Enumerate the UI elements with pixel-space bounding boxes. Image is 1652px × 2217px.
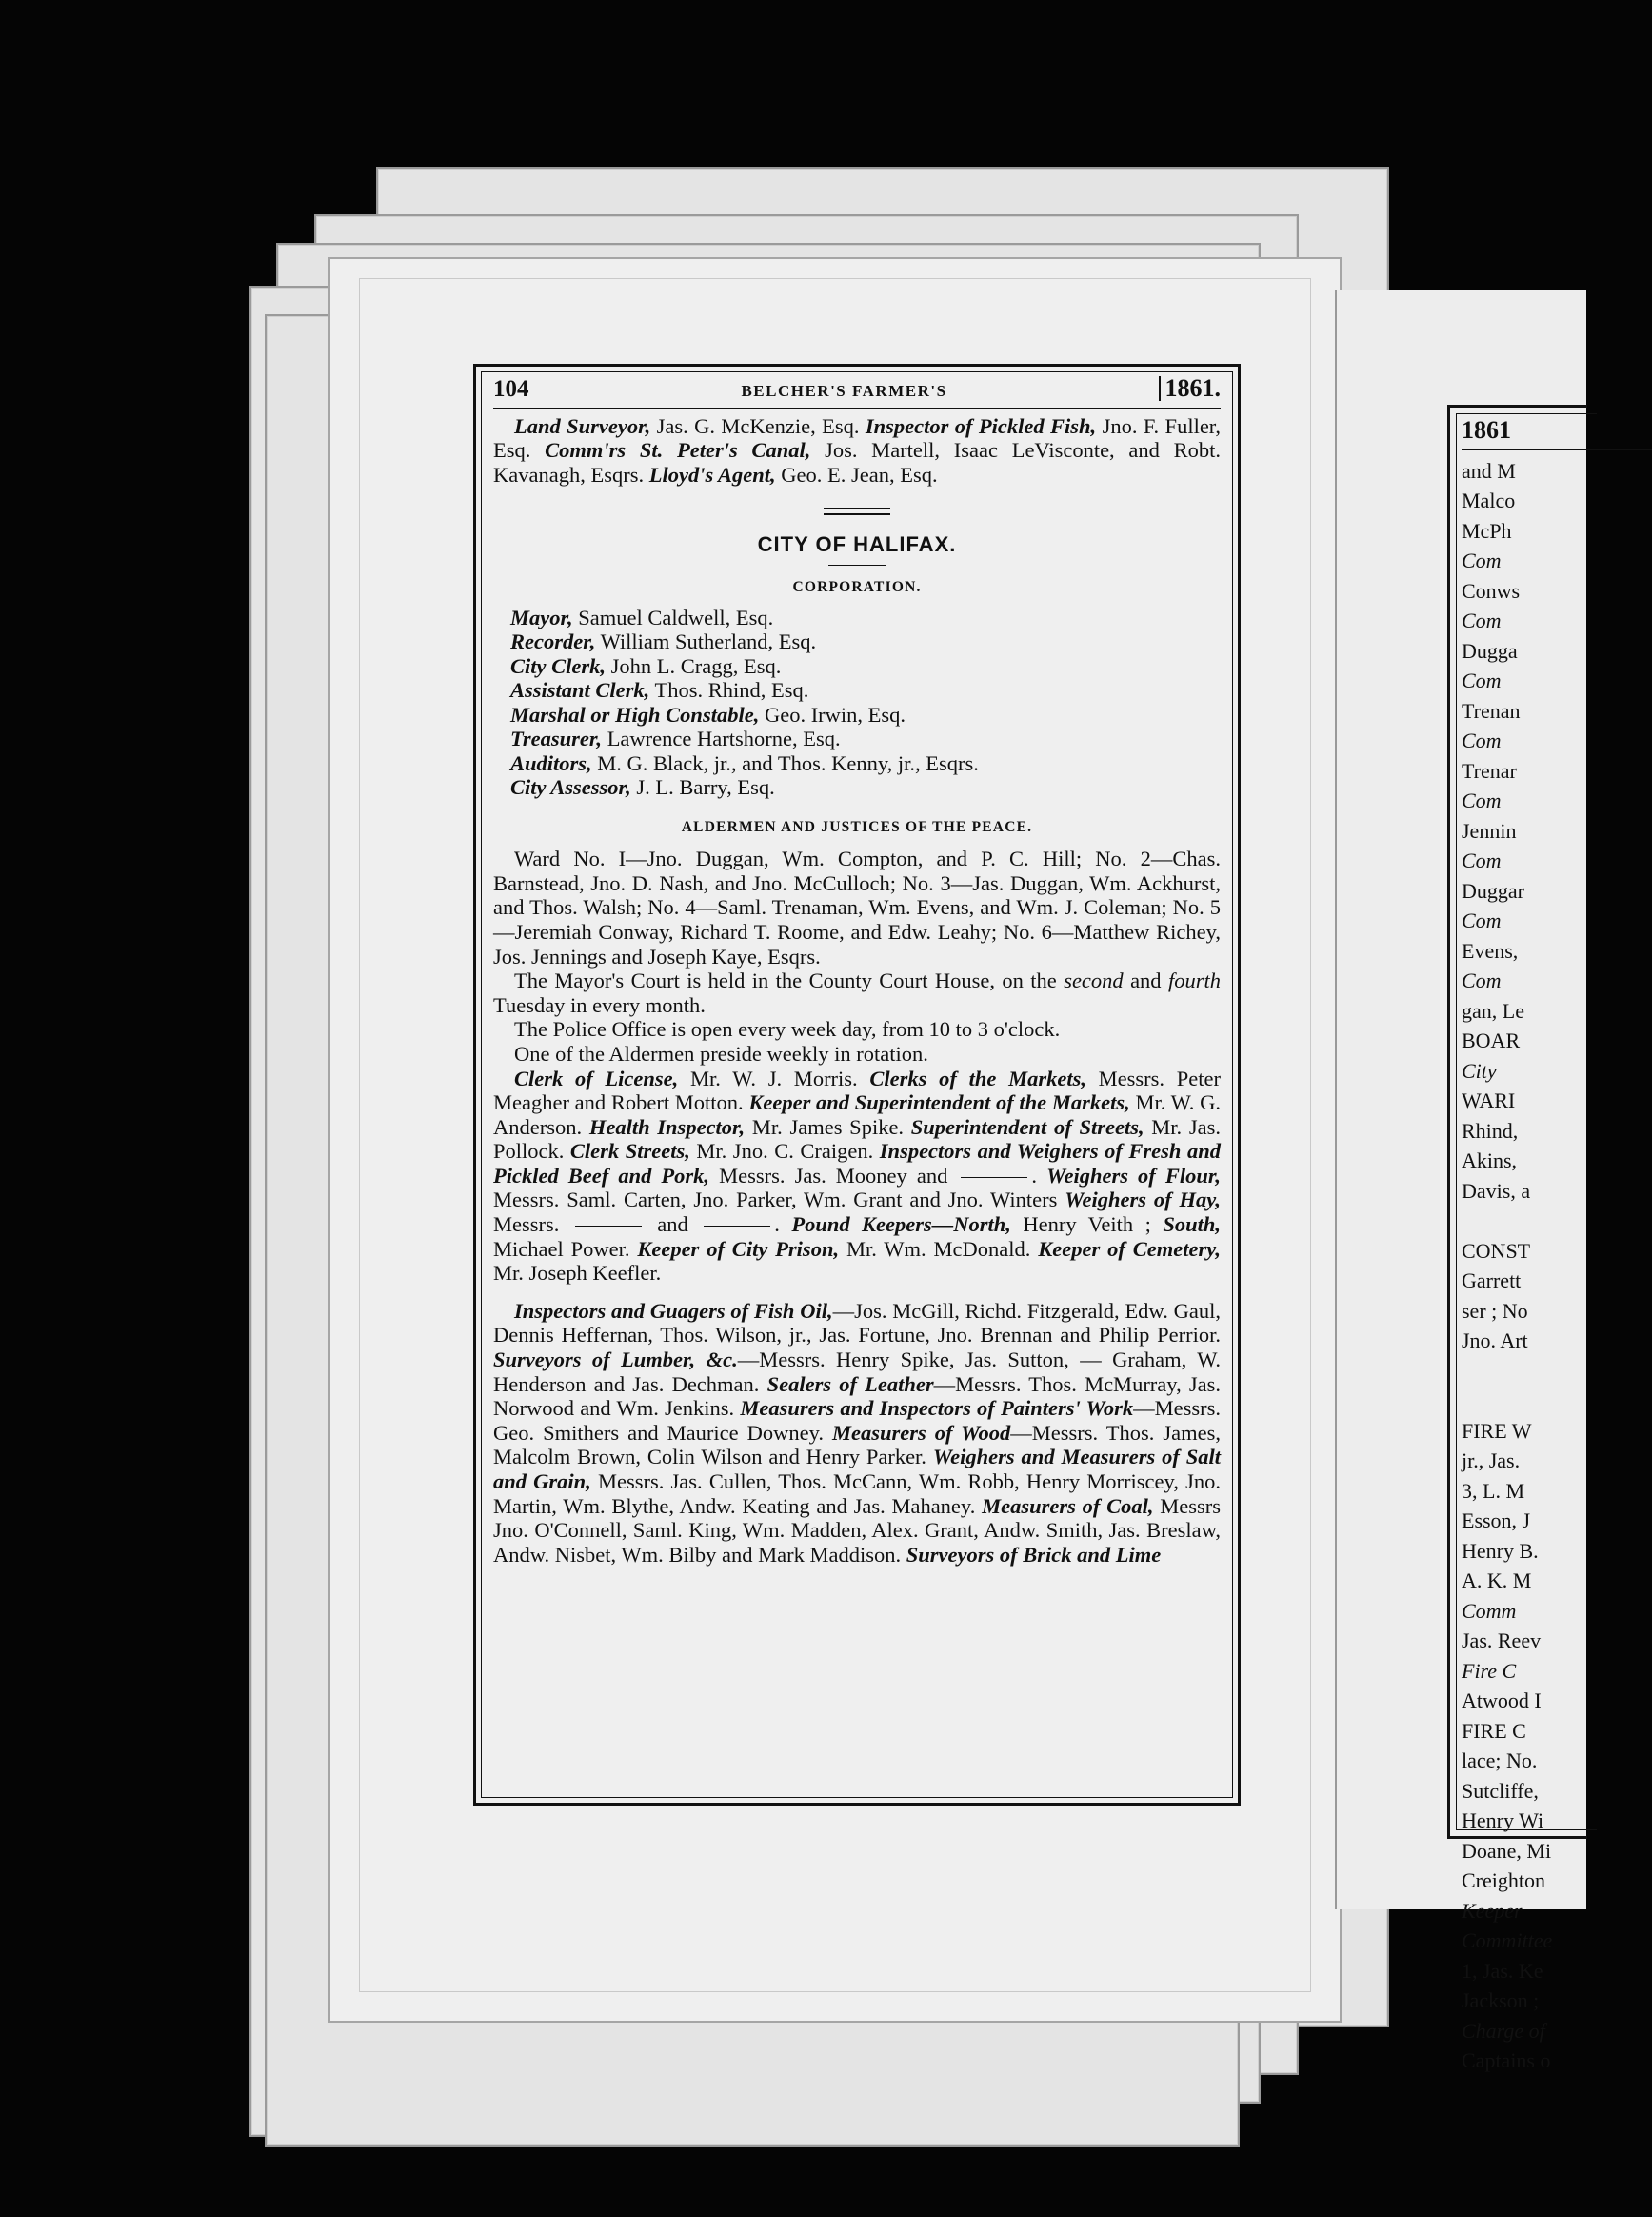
office-holder: —Messrs. Thos. McMurray, Jas. Norwood and Wm. Jenkins.	[493, 1371, 1221, 1421]
office-holder: —Messrs. Geo. Smithers and Maurice Downey.	[493, 1396, 1222, 1445]
facing-page-line: Charge of	[1462, 2018, 1545, 2043]
facing-page-line: Com	[1462, 609, 1502, 632]
office-title: Pound Keepers—North,	[791, 1212, 1011, 1237]
facing-page-line	[1462, 1206, 1652, 1236]
court-text: The Mayor's Court is held in the County Court House, on the	[514, 969, 1065, 993]
office-holder: Mr. W. J. Morris.	[678, 1066, 870, 1090]
facing-page-line: Com	[1462, 969, 1502, 992]
office-holder: M. G. Black, jr., and Thos. Kenny, jr., Esqrs.	[591, 750, 979, 775]
office-holder: John L. Cragg, Esq.	[606, 653, 782, 678]
office-title: Recorder,	[510, 629, 596, 654]
office-title: Surveyors of Lumber, &c.	[493, 1348, 738, 1372]
facing-page-line: CONST	[1462, 1238, 1531, 1263]
corporation-office	[493, 775, 1221, 800]
court-text: fourth	[1167, 969, 1221, 993]
facing-page-line: Evens,	[1462, 938, 1519, 963]
office-title: Keeper of City Prison,	[637, 1236, 840, 1261]
office-holder: Jno. F. Fuller, Esq.	[493, 413, 1222, 463]
facing-page-line: Trenan	[1462, 698, 1521, 723]
facing-page-line	[1462, 1356, 1652, 1387]
office-holder: Michael Power.	[493, 1236, 638, 1261]
office-holder: Jas. G. McKenzie, Esq.	[650, 413, 866, 438]
page-number: 104	[493, 376, 529, 402]
office-title: City Assessor,	[510, 775, 631, 800]
office-holder: Henry Veith ;	[1010, 1212, 1164, 1237]
facing-page-line: Trenar	[1462, 758, 1517, 783]
facing-page-line	[1462, 1386, 1652, 1416]
blank-line	[575, 1226, 642, 1227]
corporation-office	[493, 727, 1221, 751]
facing-page-line: Comm	[1462, 1598, 1517, 1623]
facing-page-line: Jennin	[1462, 818, 1517, 843]
facing-page-line: FIRE C	[1462, 1718, 1526, 1743]
facing-page-line: Com	[1462, 729, 1502, 752]
title-rule	[828, 565, 886, 566]
office-holder: .	[774, 1212, 792, 1237]
intro-paragraph	[493, 414, 1221, 488]
facing-page-line: Committee	[1462, 1928, 1553, 1952]
facing-page-line: gan, Le	[1462, 998, 1524, 1023]
office-title: Clerks of the Markets,	[869, 1066, 1086, 1090]
office-title: Inspectors and Guagers of Fish Oil,	[514, 1298, 833, 1323]
facing-page-line: Com	[1462, 849, 1502, 872]
facing-page-line: Henry Wi	[1462, 1808, 1544, 1832]
office-title: Weighers and Measurers of Salt and Grain,	[493, 1445, 1221, 1493]
mayors-court-paragraph	[493, 969, 1221, 1017]
office-title: Comm'rs St. Peter's Canal,	[545, 438, 811, 463]
office-title: Health Inspector,	[588, 1114, 746, 1139]
facing-page-line: Com	[1462, 789, 1502, 812]
office-holder: —Jos. McGill, Richd. Fitzgerald, Edw. Gaul, Dennis Heffernan, Thos. Wilson, jr., Jas. Fortune, Jno. Brennan and Philip Perrior.	[493, 1298, 1221, 1348]
office-title: Measurers and Inspectors of Painters' Work	[740, 1396, 1134, 1421]
facing-page-line: Garrett	[1462, 1268, 1522, 1292]
facing-page-line: Akins,	[1462, 1148, 1518, 1172]
office-holder: Messrs. Saml. Carten, Jno. Parker, Wm. Grant and Jno. Winters	[493, 1188, 1065, 1212]
office-title: Weighers of Flour,	[1046, 1163, 1222, 1188]
court-text: Tuesday in every month.	[493, 992, 706, 1017]
blank-line	[961, 1177, 1027, 1178]
running-head	[493, 376, 1221, 409]
office-title: Sealers of Leather	[766, 1371, 934, 1396]
section-divider	[824, 508, 890, 515]
office-title: Inspectors and Weighers of Fresh and Pickled Beef and Pork,	[493, 1139, 1221, 1188]
office-title: Auditors,	[510, 750, 592, 775]
facing-page-line: and M	[1462, 458, 1516, 483]
facing-page-line: FIRE W	[1462, 1418, 1532, 1443]
facing-page-line: McPh	[1462, 518, 1512, 543]
office-holder: Mr. Joseph Keefler.	[493, 1261, 662, 1286]
corporation-heading: CORPORATION.	[792, 578, 922, 595]
office-holder: —Messrs. Henry Spike, Jas. Sutton, — Graham, W. Henderson and Jas. Dechman.	[493, 1348, 1221, 1396]
office-title: Clerk of License,	[514, 1066, 679, 1090]
corporation-office	[493, 678, 1221, 703]
facing-page-line: Davis, a	[1462, 1178, 1531, 1203]
facing-page-line: 3, L. M	[1462, 1478, 1524, 1503]
court-text: and	[1123, 969, 1168, 993]
office-holder: Messrs. Jas. Cullen, Thos. McCann, Wm. Robb, Henry Morriscey, Jno. Martin, Wm. Blythe, Andw. Keating and Jas. Mahaney.	[493, 1469, 1221, 1518]
facing-page-line: BOAR	[1462, 1029, 1521, 1052]
office-holder: Messrs. Jas. Mooney and	[709, 1163, 958, 1188]
paragraph-gap	[493, 1286, 1221, 1299]
corporation-office	[493, 606, 1221, 630]
office-holder: Lawrence Hartshorne, Esq.	[602, 727, 841, 751]
officers-paragraph	[493, 1067, 1221, 1286]
facing-page-line: Malco	[1462, 489, 1516, 512]
office-holder: Jos. Martell, Isaac LeVisconte, and Robt. Kavanagh, Esqrs.	[493, 438, 1222, 487]
facing-page-line: City	[1462, 1058, 1497, 1083]
office-holder: Thos. Rhind, Esq.	[649, 678, 809, 703]
office-title: Assistant Clerk,	[510, 678, 650, 703]
office-title: Measurers of Wood	[832, 1420, 1011, 1445]
facing-page-line: Creighton	[1462, 1868, 1545, 1892]
office-title: Inspector of Pickled Fish,	[865, 413, 1097, 438]
facing-page-line: Fire C	[1462, 1658, 1517, 1683]
office-holder: .	[1031, 1163, 1047, 1188]
facing-page-line: 1, Jas. Ke	[1462, 1958, 1543, 1983]
facing-page-year: 1861	[1462, 415, 1652, 450]
office-title: Lloyd's Agent,	[648, 462, 776, 487]
corporation-office	[493, 629, 1221, 654]
office-holder: Messrs.	[493, 1212, 571, 1237]
office-title: Weighers of Hay,	[1065, 1188, 1221, 1212]
text-frame	[473, 364, 1241, 1806]
running-title: BELCHER'S FARMER'S	[741, 382, 947, 400]
page-content	[493, 376, 1221, 1567]
office-holder: and	[645, 1212, 701, 1237]
office-title: Keeper of Cemetery,	[1038, 1236, 1221, 1261]
facing-page-line: Com	[1462, 909, 1502, 932]
corporation-list	[493, 606, 1221, 800]
facing-page-line: Captains o	[1462, 2048, 1551, 2072]
office-holder: Geo. E. Jean, Esq.	[775, 462, 938, 487]
facing-page-text	[1462, 415, 1652, 2076]
office-holder: Messrs. Peter Meagher and Robert Motton.	[493, 1066, 1221, 1115]
office-holder: Mr. James Spike.	[745, 1114, 911, 1139]
facing-page-line: Jackson ;	[1462, 1988, 1540, 2012]
facing-page-line: Com	[1462, 669, 1502, 692]
blank-line	[704, 1226, 770, 1227]
court-text: second	[1064, 969, 1124, 993]
facing-page-line: Henry B.	[1462, 1538, 1539, 1563]
office-title: Keeper and Superintendent of the Markets,	[748, 1090, 1130, 1115]
facing-page-frame	[1447, 405, 1587, 2072]
office-holder: J. L. Barry, Esq.	[630, 775, 775, 800]
running-year: 1861.	[1159, 376, 1221, 401]
office-title: City Clerk,	[510, 653, 606, 678]
office-title: Treasurer,	[510, 727, 603, 751]
facing-page-line: Atwood I	[1462, 1688, 1542, 1712]
office-title: Surveyors of Brick and Lime	[906, 1542, 1162, 1567]
corporation-office	[493, 751, 1221, 776]
rotation-paragraph: One of the Aldermen preside weekly in rotation.	[514, 1041, 928, 1066]
facing-page-line: Jas. Reev	[1462, 1628, 1542, 1652]
facing-page-line: Duggar	[1462, 878, 1524, 903]
office-title: Marshal or High Constable,	[510, 702, 760, 727]
aldermen-heading: ALDERMEN AND JUSTICES OF THE PEACE.	[681, 818, 1033, 835]
facing-page-line: Doane, Mi	[1462, 1838, 1552, 1863]
office-holder: Samuel Caldwell, Esq.	[572, 605, 774, 629]
facing-page-line: jr., Jas.	[1462, 1448, 1521, 1472]
facing-page-line: Conws	[1462, 578, 1521, 603]
office-holder: —Messrs. Thos. James, Malcolm Brown, Colin Wilson and Henry Parker.	[493, 1420, 1221, 1469]
facing-page-line: Jno. Art	[1462, 1328, 1528, 1352]
facing-page-line: Com	[1462, 549, 1502, 572]
section-title: CITY OF HALIFAX.	[757, 532, 957, 557]
office-holder: Mr. Wm. McDonald.	[839, 1236, 1039, 1261]
facing-page-line: Rhind,	[1462, 1118, 1519, 1143]
police-office-paragraph: The Police Office is open every week day, from 10 to 3 o'clock.	[514, 1017, 1061, 1042]
office-holder: Mr. W. G. Anderson.	[493, 1090, 1221, 1139]
facing-page-line: ser ; No	[1462, 1298, 1528, 1323]
office-holder: Mr. Jno. C. Craigen.	[689, 1139, 880, 1164]
corporation-office	[493, 703, 1221, 728]
office-title: Clerk Streets,	[569, 1139, 690, 1164]
office-title: Superintendent of Streets,	[910, 1114, 1144, 1139]
facing-page-line: Esson, J	[1462, 1508, 1531, 1532]
office-holder: Mr. Jas. Pollock.	[493, 1114, 1222, 1164]
office-holder: Messrs Jno. O'Connell, Saml. King, Wm. Madden, Alex. Grant, Andw. Smith, Jas. Breslaw, Andw. Nisbet, Wm. Bilby and Mark Maddison.	[493, 1493, 1221, 1567]
office-title: Mayor,	[510, 605, 573, 629]
corporation-office	[493, 654, 1221, 679]
office-title: South,	[1163, 1212, 1221, 1237]
inspectors-paragraph	[493, 1299, 1221, 1568]
office-title: Land Surveyor,	[514, 413, 651, 438]
facing-page-line: Sutcliffe,	[1462, 1778, 1539, 1803]
wards-paragraph: Ward No. I—Jno. Duggan, Wm. Compton, and P. C. Hill; No. 2—Chas. Barnstead, Jno. D. Nash, and Jno. McCulloch; No. 3—Jas. Duggan, Wm. Ackhurst, and Thos. Walsh; No. 4—Saml. Trenaman, Wm. Evens, and Wm. J. Coleman; No. 5—Jeremiah Conway, Richard T. Roome, and Edw. Leahy; No. 6—Matthew Richey, Jos. Jennings and Joseph Kaye, Esqrs.	[493, 847, 1221, 969]
facing-page-line: WARI	[1462, 1089, 1516, 1112]
facing-page-line: Dugga	[1462, 638, 1518, 663]
office-holder: Geo. Irwin, Esq.	[759, 702, 906, 727]
facing-page-line: lace; No.	[1462, 1748, 1538, 1772]
facing-page-line: A. K. M	[1462, 1568, 1532, 1592]
office-holder: William Sutherland, Esq.	[595, 629, 817, 654]
office-title: Measurers of Coal,	[982, 1493, 1154, 1518]
facing-page-line: Keeper	[1462, 1898, 1523, 1923]
